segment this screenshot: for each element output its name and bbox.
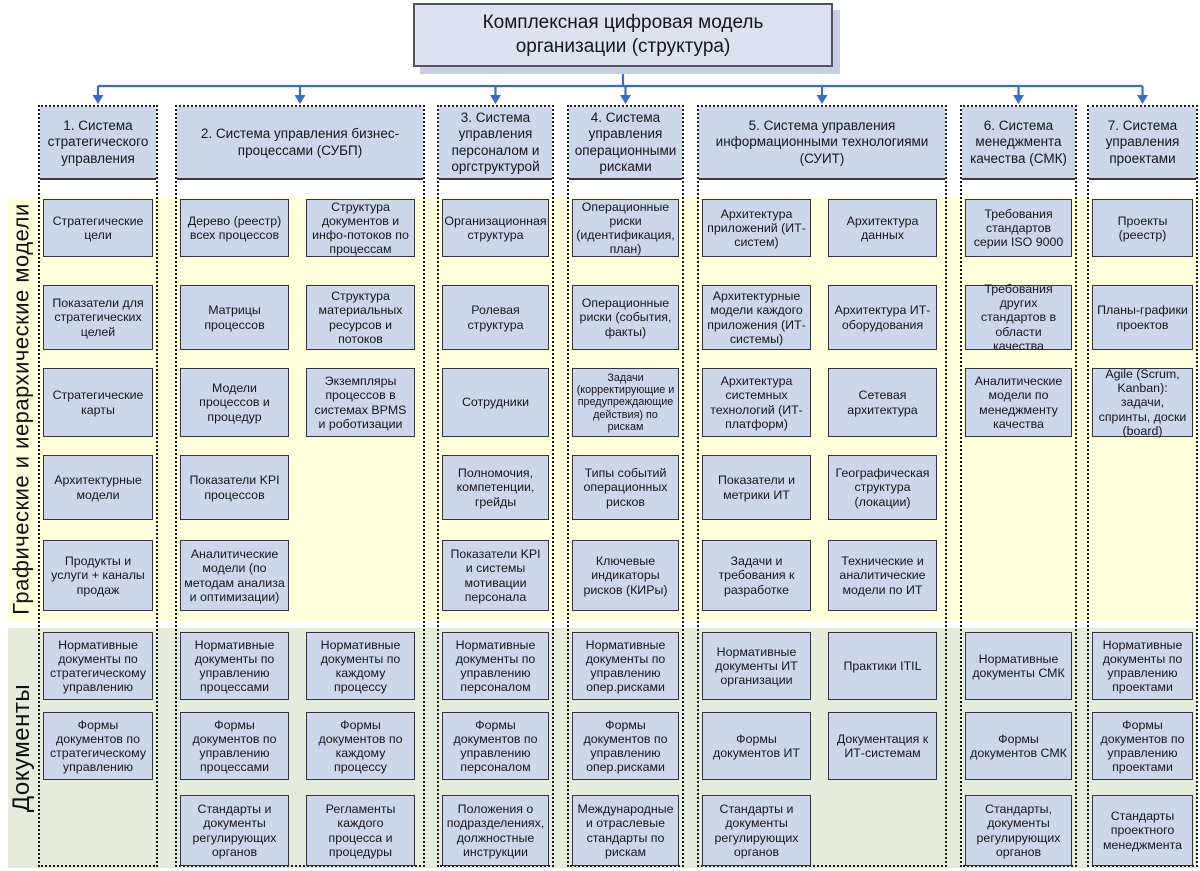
- diagram-node: Требования других стандартов в области качества: [965, 285, 1072, 350]
- diagram-node: Формы документов по управлению персоналом: [442, 712, 549, 780]
- diagram-node: Нормативные документы по управлению процессами: [180, 632, 289, 700]
- diagram-node: Agile (Scrum, Kanban): задачи, спринты, доски (board): [1092, 368, 1193, 437]
- diagram-node: Ключевые индикаторы рисков (КИРы): [572, 540, 679, 611]
- arrow-down-icon: [93, 95, 104, 104]
- diagram-node: Стандарты и документы регулирующих органов: [180, 795, 289, 866]
- diagram-node: Организационная структура: [442, 199, 549, 257]
- diagram-node: Положения о подразделениях, должностные инструкции: [442, 795, 549, 866]
- models-section-label-wrap: [2, 197, 42, 621]
- diagram-node: Стандарты, документы регулирующих органов: [965, 795, 1072, 866]
- diagram-node: Показатели для стратегических целей: [43, 285, 153, 350]
- diagram-node: Сотрудники: [442, 368, 549, 437]
- diagram-node: Проекты (реестр): [1092, 199, 1193, 257]
- diagram-node: Формы документов по управлению процессами: [180, 712, 289, 780]
- diagram-node: Архитектура приложений (ИТ-систем): [702, 199, 811, 257]
- system-column-header: 5. Система управления информационными технологиями (СУИТ): [699, 107, 945, 180]
- diagram-node: Стратегические карты: [43, 368, 153, 437]
- diagram-node: Технические и аналитические модели по ИТ: [828, 540, 937, 611]
- system-column-header: 4. Система управления операционными рисками: [569, 107, 682, 180]
- diagram-node: Структура материальных ресурсов и потоков: [306, 285, 415, 350]
- diagram-node: Операционные риски (события, факты): [572, 285, 679, 350]
- diagram-node: Полномочия, компетенции, грейды: [442, 455, 549, 520]
- diagram-node: Нормативные документы по управлению опер.рисками: [572, 632, 679, 700]
- diagram-node: Показатели KPI процессов: [180, 455, 289, 520]
- arrow-down-icon: [295, 95, 306, 104]
- diagram-node: Архитектура системных технологий (ИТ-платформ): [702, 368, 811, 437]
- diagram-node: Международные и отраслевые стандарты по рискам: [572, 795, 679, 866]
- diagram-node: Архитектурные модели: [43, 455, 153, 520]
- diagram-node: Дерево (реестр) всех процессов: [180, 199, 289, 257]
- diagram-node: Стандарты проектного менеджмента: [1092, 795, 1193, 866]
- arrow-down-icon: [1013, 95, 1024, 104]
- diagram-node: Нормативные документы по управлению проектами: [1092, 632, 1193, 700]
- diagram-node: Требования стандартов серии ISO 9000: [965, 199, 1072, 257]
- diagram-node: Формы документов СМК: [965, 712, 1072, 780]
- models-section-label: Графические и иерархические модели: [9, 203, 35, 615]
- diagram-node: Архитектурные модели каждого приложения (ИТ-системы): [702, 285, 811, 350]
- diagram-node: Ролевая структура: [442, 285, 549, 350]
- diagram-node: Планы-графики проектов: [1092, 285, 1193, 350]
- diagram-node: Формы документов по каждому процессу: [306, 712, 415, 780]
- diagram-node: Формы документов по стратегическому управлению: [43, 712, 153, 780]
- documents-section-label: Документы: [8, 683, 35, 813]
- system-column-header: 7. Система управления проектами: [1089, 107, 1196, 180]
- system-column-header: 2. Система управления бизнес-процессами (СУБП): [177, 107, 423, 180]
- diagram-node: Нормативные документы СМК: [965, 632, 1072, 700]
- diagram-node: Архитектура данных: [828, 199, 937, 257]
- diagram-node: Типы событий операционных рисков: [572, 455, 679, 520]
- diagram-title: Комплексная цифровая модель организации (структура): [413, 3, 833, 67]
- diagram-node: Матрицы процессов: [180, 285, 289, 350]
- arrow-down-icon: [817, 95, 828, 104]
- diagram-node: Географическая структура (локации): [828, 455, 937, 520]
- arrow-down-icon: [620, 95, 631, 104]
- diagram-node: Стратегические цели: [43, 199, 153, 257]
- diagram-node: Формы документов ИТ: [702, 712, 811, 780]
- diagram-node: Задачи и требования к разработке: [702, 540, 811, 611]
- system-column-header: 6. Система менеджмента качества (СМК): [962, 107, 1075, 180]
- system-column-header: 1. Система стратегического управления: [40, 107, 156, 180]
- diagram-node: Модели процессов и процедур: [180, 368, 289, 437]
- arrow-down-icon: [490, 95, 501, 104]
- diagram-node: Архитектура ИТ-оборудования: [828, 285, 937, 350]
- system-column-header: 3. Система управления персоналом и оргструктурой: [439, 107, 552, 180]
- diagram-node: Сетевая архитектура: [828, 368, 937, 437]
- diagram-node: Показатели и метрики ИТ: [702, 455, 811, 520]
- diagram-node: Регламенты каждого процесса и процедуры: [306, 795, 415, 866]
- diagram-node: Практики ITIL: [828, 632, 937, 700]
- arrow-down-icon: [1137, 95, 1148, 104]
- diagram-node: Структура документов и инфо-потоков по процессам: [306, 199, 415, 257]
- diagram-node: Показатели KPI и системы мотивации персонала: [442, 540, 549, 611]
- diagram-node: Формы документов по управлению опер.рисками: [572, 712, 679, 780]
- diagram-node: Операционные риски (идентификация, план): [572, 199, 679, 257]
- diagram-node: Нормативные документы по каждому процессу: [306, 632, 415, 700]
- diagram-node: Нормативные документы ИТ организации: [702, 632, 811, 700]
- diagram-node: Задачи (корректирующие и предупреждающие действия) по рискам: [572, 368, 679, 437]
- diagram-node: Документация к ИТ-системам: [828, 712, 937, 780]
- diagram-node: Нормативные документы по стратегическому управлению: [43, 632, 153, 700]
- diagram-node: Формы документов по управлению проектами: [1092, 712, 1193, 780]
- documents-section-label-wrap: [2, 628, 42, 868]
- diagram-node: Стандарты и документы регулирующих органов: [702, 795, 811, 866]
- diagram-node: Продукты и услуги + каналы продаж: [43, 540, 153, 611]
- diagram-node: Нормативные документы по управлению персоналом: [442, 632, 549, 700]
- diagram-node: Экземпляры процессов в системах BPMS и роботизации: [306, 368, 415, 437]
- diagram-node: Аналитические модели (по методам анализа и оптимизации): [180, 540, 289, 611]
- diagram-node: Аналитические модели по менеджменту качества: [965, 368, 1072, 437]
